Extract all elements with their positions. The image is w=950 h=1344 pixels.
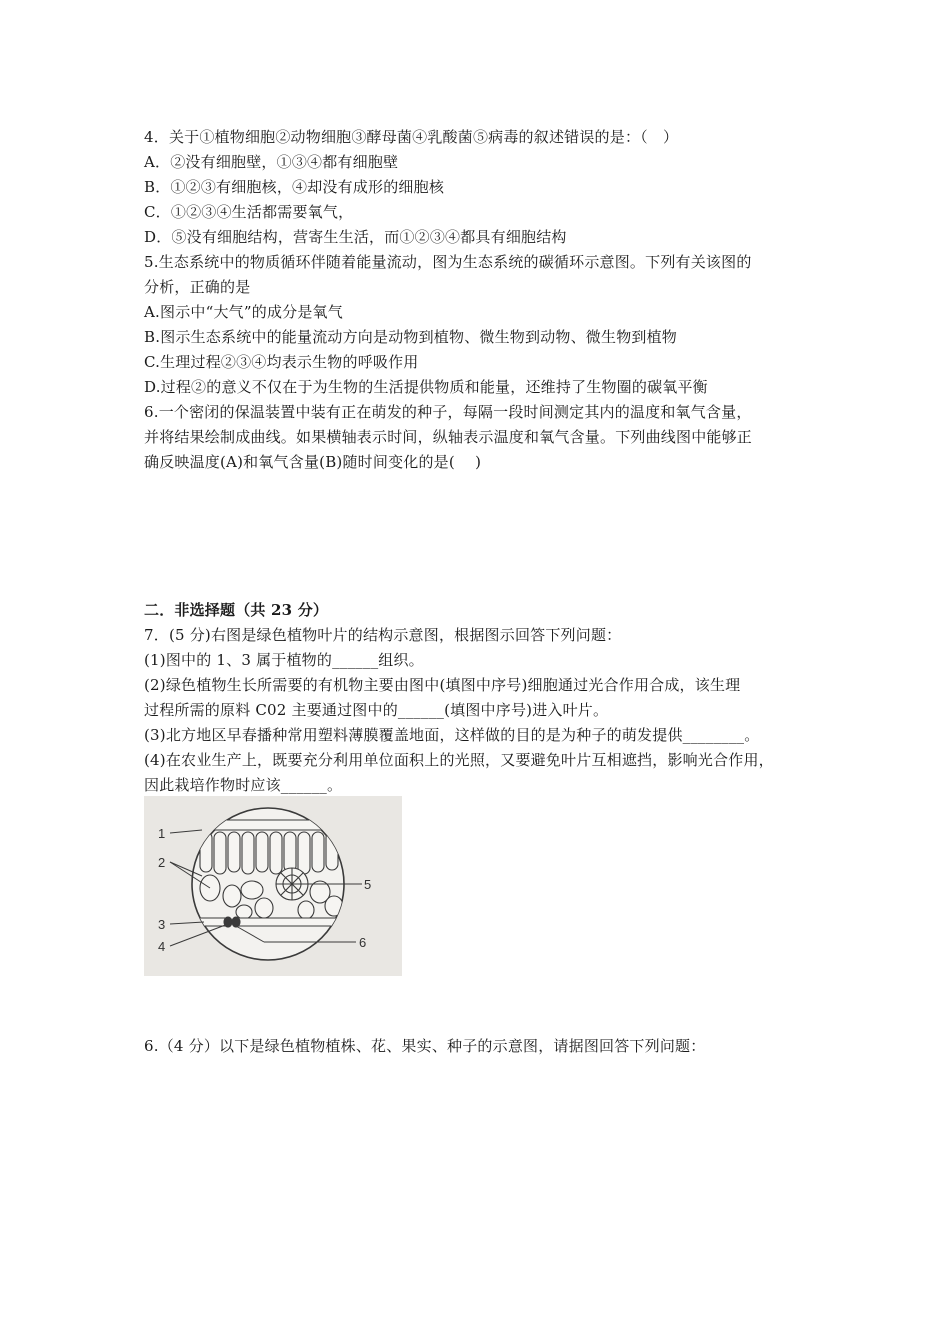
figure-label-3: 3 <box>158 917 166 932</box>
q7-part4-line2: 因此栽培作物时应该______。 <box>144 776 343 794</box>
section-title: 二．非选择题（共 23 分） <box>144 601 329 619</box>
q4-option-d: D．⑤没有细胞结构，营寄生生活，而①②③④都具有细胞结构 <box>144 228 567 246</box>
q5-stem-line1: 5.生态系统中的物质循环伴随着能量流动，图为生态系统的碳循环示意图。下列有关该图的 <box>144 253 752 271</box>
q4-option-a: A．②没有细胞壁，①③④都有细胞壁 <box>144 153 399 171</box>
q4-option-b: B．①②③有细胞核，④却没有成形的细胞核 <box>144 178 445 196</box>
q7-part2-line1: (2)绿色植物生长所需要的有机物主要由图中(填图中序号)细胞通过光合作用合成，该生理 <box>144 676 741 694</box>
figure-label-2: 2 <box>158 855 166 870</box>
q6-line3: 确反映温度(A)和氧气含量(B)随时间变化的是( ) <box>144 453 482 471</box>
q5-option-a: A.图示中“大气”的成分是氧气 <box>144 303 343 321</box>
leaf-structure-figure <box>144 796 402 976</box>
q7-part1: (1)图中的 1、3 属于植物的______组织。 <box>144 651 424 669</box>
q4-option-c: C．①②③④生活都需要氧气， <box>144 203 354 221</box>
q7-part3: (3)北方地区早春播种常用塑料薄膜覆盖地面，这样做的目的是为种子的萌发提供________。 <box>144 726 760 744</box>
q7-stem: 7．(5 分)右图是绿色植物叶片的结构示意图，根据图示回答下列问题： <box>144 626 622 644</box>
q7-part2-line2: 过程所需的原料 C02 主要通过图中的______(填图中序号)进入叶片。 <box>144 701 609 719</box>
q5-option-b: B.图示生态系统中的能量流动方向是动物到植物、微生物到动物、微生物到植物 <box>144 328 677 346</box>
leaf-cross-section-diagram <box>144 796 402 976</box>
figure-label-6: 6 <box>359 935 367 950</box>
q6-line1: 6.一个密闭的保温装置中装有正在萌发的种子，每隔一段时间测定其内的温度和氧气含量， <box>144 403 752 421</box>
q5-option-c: C.生理过程②③④均表示生物的呼吸作用 <box>144 353 419 371</box>
q8-stem: 6.（4 分）以下是绿色植物植株、花、果实、种子的示意图，请据图回答下列问题： <box>144 1037 706 1055</box>
figure-label-1: 1 <box>158 826 166 841</box>
q6-line2: 并将结果绘制成曲线。如果横轴表示时间，纵轴表示温度和氧气含量。下列曲线图中能够正 <box>144 428 753 446</box>
figure-label-4: 4 <box>158 939 166 954</box>
q5-option-d: D.过程②的意义不仅在于为生物的生活提供物质和能量，还维持了生物圈的碳氧平衡 <box>144 378 708 396</box>
q5-stem-line2: 分析，正确的是 <box>144 278 251 296</box>
q7-part4-line1: (4)在农业生产上，既要充分利用单位面积上的光照，又要避免叶片互相遮挡，影响光合作用， <box>144 751 774 769</box>
figure-label-5: 5 <box>364 877 372 892</box>
q4-stem: 4．关于①植物细胞②动物细胞③酵母菌④乳酸菌⑤病毒的叙述错误的是：（ ） <box>144 128 679 146</box>
